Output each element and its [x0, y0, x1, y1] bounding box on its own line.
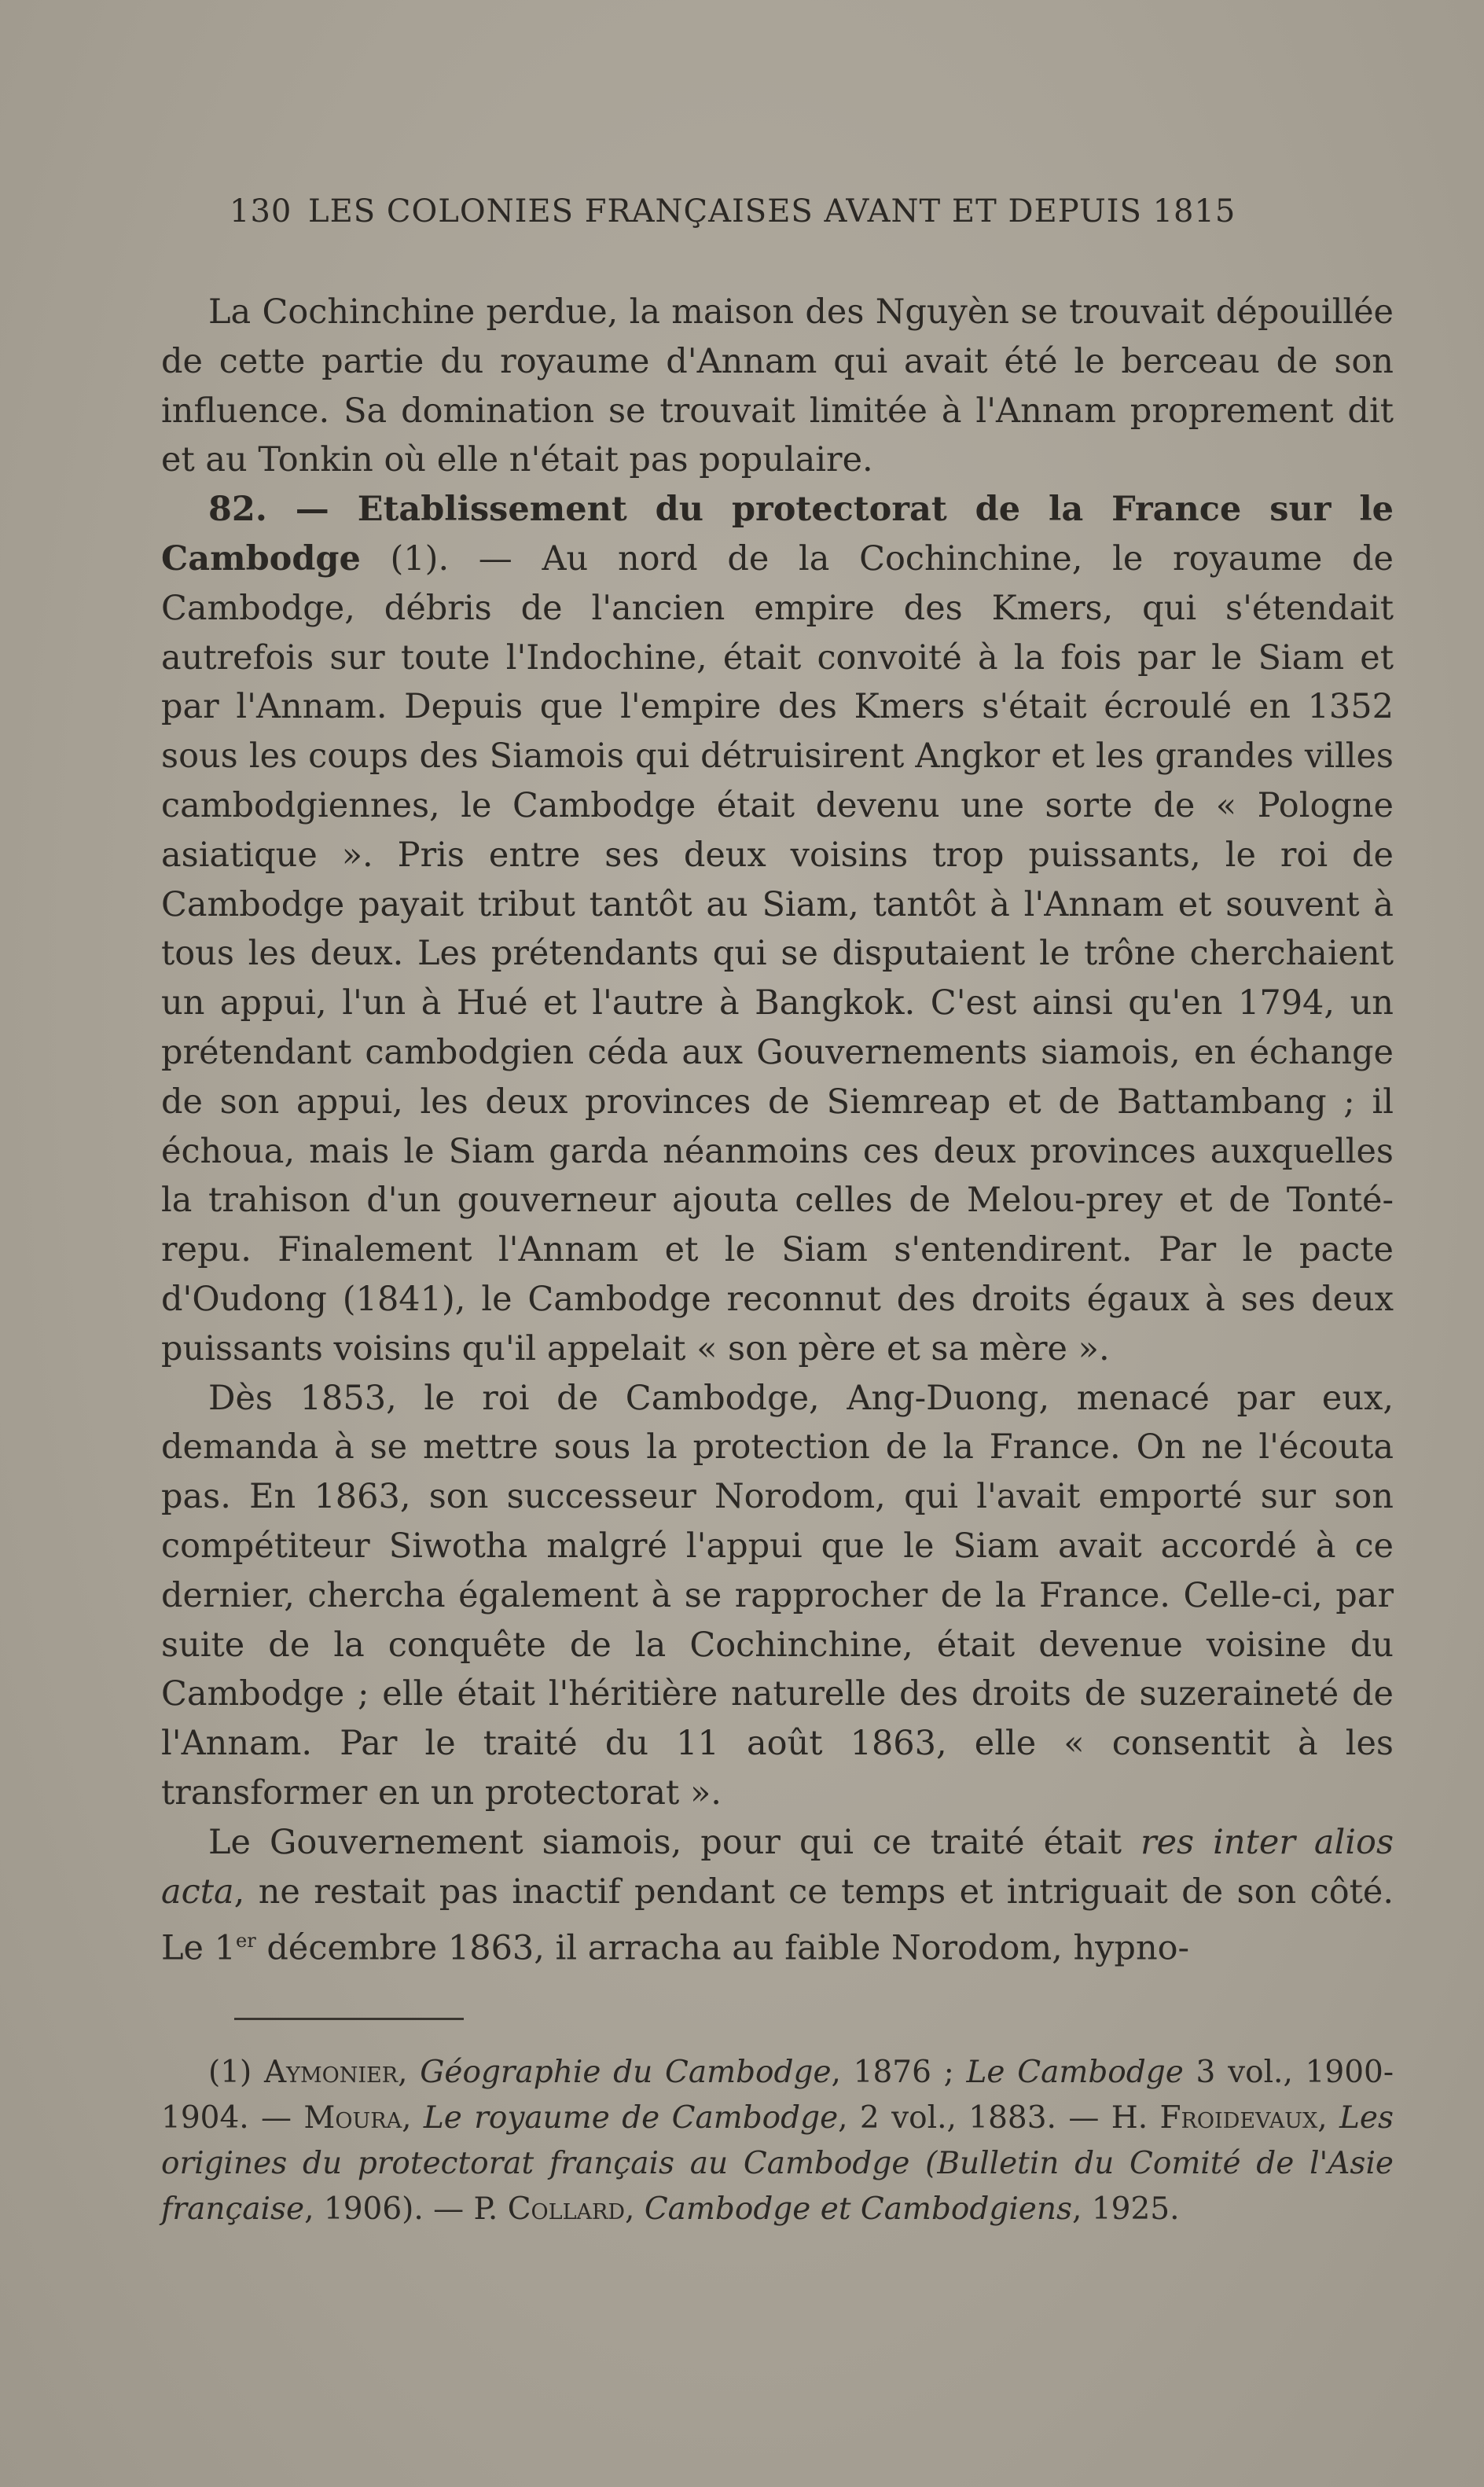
- separator: ,: [398, 2055, 421, 2090]
- paragraph: La Cochinchine perdue, la maison des Nguyèn se trouvait dépouillée de cette partie du royaume d'Annam qui avait été le berceau de son influence. Sa domination se trouvait limitée à l'Annam proprement dit et au Tonkin où elle n'était pas populaire.: [161, 292, 1394, 480]
- work-title: Cambodge et Cambodgiens: [644, 2191, 1073, 2227]
- page-number: 130: [230, 193, 292, 230]
- section-number: 82. —: [208, 490, 358, 530]
- work-title: Géographie du Cambodge: [420, 2055, 832, 2090]
- work-title: Le royaume de Cambodge: [423, 2100, 839, 2136]
- paragraph-text: Le Gouvernement siamois, pour qui ce traité était: [208, 1822, 1141, 1862]
- section-paragraph: [161, 485, 1394, 1373]
- running-head: [230, 193, 1275, 230]
- separator: ,: [1317, 2100, 1339, 2136]
- separator: ,: [625, 2191, 645, 2227]
- citation-detail: 3 vol., 1900-1904. —: [161, 2055, 1394, 2136]
- body-text: [161, 288, 1394, 1973]
- separator: ,: [402, 2100, 424, 2136]
- ordinal-superscript: er: [236, 1930, 256, 1952]
- citation-detail: , 1906). — P.: [304, 2191, 508, 2227]
- author-name: Moura: [303, 2100, 402, 2136]
- paragraph: [161, 1818, 1394, 1974]
- running-title: LES COLONIES FRANÇAISES AVANT ET DEPUIS 1815: [308, 193, 1236, 230]
- author-name: Collard: [507, 2191, 626, 2227]
- footnote: [161, 2050, 1394, 2232]
- author-name: Aymonier: [263, 2055, 399, 2090]
- latin-phrase: res inter alios acta: [161, 1822, 1394, 1912]
- paragraph: Dès 1853, le roi de Cambodge, Ang-Duong, menacé par eux, demanda à se mettre sous la protection de la France. On ne l'écouta pas. En 1863, son successeur Norodom, qui l'avait emporté sur son compétiteur Siwotha malgré l'appui que le Siam avait accordé à ce dernier, chercha également à se rapprocher de la France. Celle-ci, par suite de la conquête de la Cochinchine, était devenue voisine du Cambodge ; elle était l'héritière naturelle des droits de suzeraineté de l'Annam. Par le traité du 11 août 1863, elle « consentit à les transformer en un protectorat ».: [161, 1378, 1394, 1813]
- footnote-rule: [234, 2018, 464, 2020]
- section-title: Etablissement du protectorat de la France sur le Cambodge: [161, 490, 1394, 579]
- work-title: Le Cambodge: [966, 2055, 1184, 2090]
- paragraph-text: , ne restait pas inactif pendant ce temps et intriguait de son côté. Le 1: [161, 1872, 1394, 1968]
- citation-detail: , 2 vol., 1883. — H.: [838, 2100, 1160, 2136]
- paragraph-text: décembre 1863, il arracha au faible Norodom, hypno-: [255, 1928, 1190, 1968]
- footnote-marker: (1): [208, 2055, 264, 2090]
- citation-detail: , 1876 ;: [831, 2055, 967, 2090]
- author-name: Froidevaux: [1159, 2100, 1318, 2136]
- footnote-text: [161, 2050, 1394, 2232]
- citation-detail: , 1925.: [1072, 2191, 1180, 2227]
- work-title: Les origines du protectorat français au Cambodge (Bulletin du Comité de l'Asie française: [161, 2100, 1394, 2227]
- section-text: (1). — Au nord de la Cochinchine, le royaume de Cambodge, débris de l'ancien empire des Kmers, qui s'étendait autrefois sur toute l'Indochine, était convoité à la fois par le Siam et par l'Annam. Depuis que l'empire des Kmers s'était écroulé en 1352 sous les coups des Siamois qui détruisirent Angkor et les grandes villes cambodgiennes, le Cambodge était devenu une sorte de « Pologne asiatique ». Pris entre ses deux voisins trop puissants, le roi de Cambodge payait tribut tantôt au Siam, tantôt à l'Annam et souvent à tous les deux. Les prétendants qui se disputaient le trône cherchaient un appui, l'un à Hué et l'autre à Bangkok. C'est ainsi qu'en 1794, un prétendant cambodgien céda aux Gouvernements siamois, en échange de son appui, les deux provinces de Siemreap et de Battambang ; il échoua, mais le Siam garda néanmoins ces deux provinces auxquelles la trahison d'un gouverneur ajouta celles de Melou-prey et de Tonté-repu. Finalement l'Annam et le Siam s'entendirent. Par le pacte d'Oudong (1841), le Cambodge reconnut des droits égaux à ses deux puissants voisins qu'il appelait « son père et sa mère ».: [161, 538, 1394, 1368]
